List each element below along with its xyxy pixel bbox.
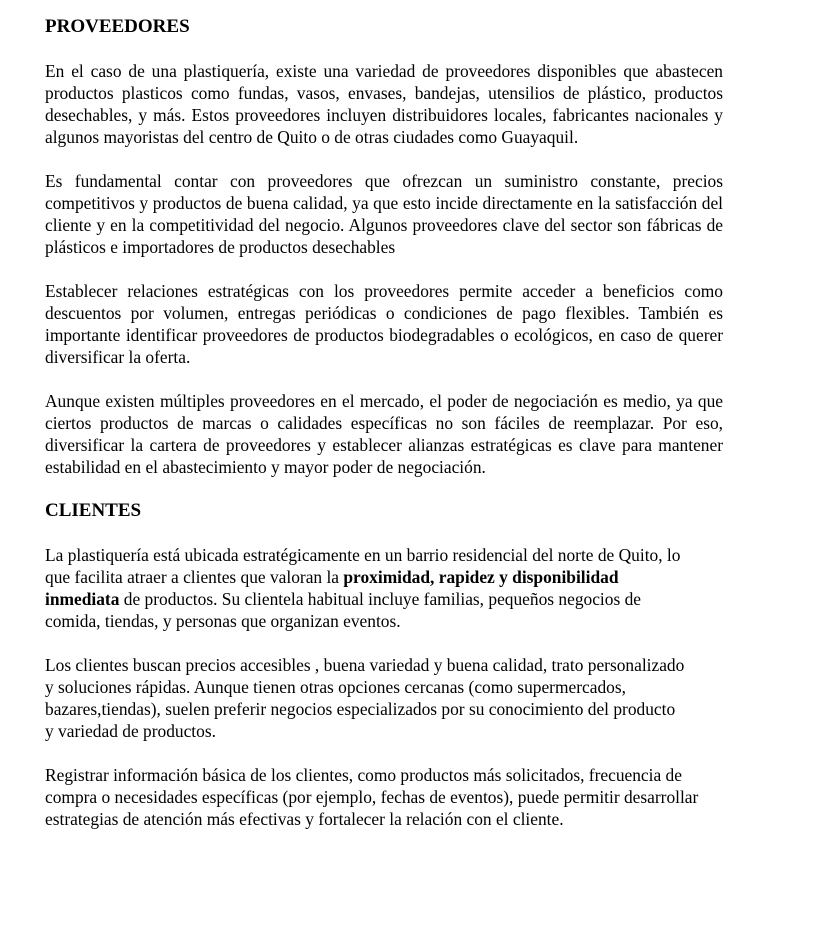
paragraph-proveedores-2: Es fundamental contar con proveedores que ofrezcan un suministro constante, precios competitivos y productos de buena calidad, ya que esto incide directamente en la satisfacción del cliente y en la competitividad del negocio. Algunos proveedores clave del sector son fábricas de plásticos e importadores de productos desechables: [45, 171, 723, 257]
paragraph-proveedores-3: Establecer relaciones estratégicas con los proveedores permite acceder a beneficios como descuentos por volumen, entregas periódicas o condiciones de pago flexibles. También es importante identificar proveedores de productos biodegradables o ecológicos, en caso de querer diversificar la oferta.: [45, 281, 723, 367]
paragraph-clientes-1: [45, 544, 685, 632]
paragraph-proveedores-4: Aunque existen múltiples proveedores en el mercado, el poder de negociación es medio, ya que ciertos productos de marcas o calidades específicas no son fáciles de reemplazar. Por eso, diversificar la cartera de proveedores y establecer alianzas estratégicas es clave para mantener estabilidad en el abastecimiento y mayor poder de negociación.: [45, 391, 723, 477]
paragraph-proveedores-1: En el caso de una plastiquería, existe una variedad de proveedores disponibles que abastecen productos plasticos como fundas, vasos, envases, bandejas, utensilios de plástico, productos desechables, y más. Estos proveedores incluyen distribuidores locales, fabricantes nacionales y algunos mayoristas del centro de Quito o de otras ciudades como Guayaquil.: [45, 61, 723, 147]
paragraph-clientes-1-bold: proximidad, rapidez y disponibilidad inmediata: [45, 567, 619, 609]
section-heading-clientes: CLIENTES: [45, 500, 142, 521]
document-page: [45, 16, 723, 830]
paragraph-clientes-3: Registrar información básica de los clientes, como productos más solicitados, frecuencia de compra o necesidades específicas (por ejemplo, fechas de eventos), puede permitir desarrollar estrategias de atención más efectivas y fortalecer la relación con el cliente.: [45, 765, 699, 829]
section-heading-proveedores: PROVEEDORES: [45, 16, 190, 37]
paragraph-clientes-1-end: de productos. Su clientela habitual incluye familias, pequeños negocios de comida, tiendas, y personas que organizan eventos.: [45, 589, 641, 631]
paragraph-clientes-2: Los clientes buscan precios accesibles , buena variedad y buena calidad, trato personalizado y soluciones rápidas. Aunque tienen otras opciones cercanas (como supermercados, bazares,tiendas), suelen preferir negocios especializados por su conocimiento del producto y variedad de productos.: [45, 655, 685, 741]
paragraph-clientes-1-start: La plastiquería está ubicada estratégicamente en un barrio residencial del norte de Quito, lo que facilita atraer a clientes que valoran la: [45, 545, 681, 587]
